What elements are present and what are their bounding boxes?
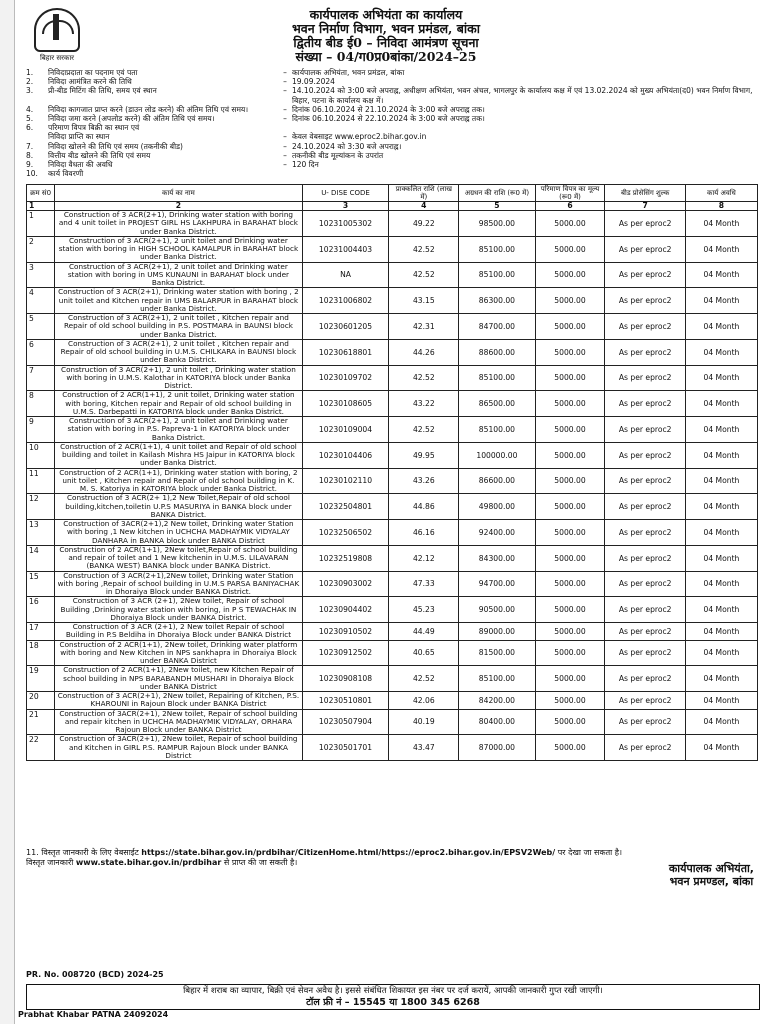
estimated-cost: 42.52	[389, 417, 459, 443]
table-header-row	[27, 185, 758, 202]
work-period: 04 Month	[685, 666, 757, 692]
bid-fee: As per eproc2	[605, 314, 685, 340]
earnest-money: 49800.00	[459, 494, 535, 520]
column-header: प्राक्कलित राशि (लाख में)	[389, 185, 459, 202]
table-row	[27, 666, 758, 692]
work-period: 04 Month	[685, 640, 757, 666]
udise-code: 10231006802	[302, 288, 389, 314]
boq-cost: 5000.00	[535, 288, 605, 314]
work-name: Construction of 2 ACR(1+1), 4 unit toilet and Repair of old school building and toilet in Kailash Mishra HS Jaipur in KATORIYA block under Banka District.	[55, 442, 302, 468]
udise-code: 10230104406	[302, 442, 389, 468]
work-name: Construction of 2 ACR(1+1), Drinking water station with boring, 2 unit toilet , Kitchen repair and Repair of old school building in K. M. S. Katoriya in KATORIYA block under Banka District.	[55, 468, 302, 494]
udise-code: NA	[302, 262, 389, 288]
row-serial: 15	[27, 571, 55, 597]
udise-code: 10230601205	[302, 314, 389, 340]
bid-fee: As per eproc2	[605, 442, 685, 468]
estimated-cost: 42.06	[389, 692, 459, 710]
work-period: 04 Month	[685, 442, 757, 468]
tender-detail-row: 2. निविदा आमंत्रित करने की तिथि – 19.09.2024	[26, 77, 335, 87]
earnest-money: 80400.00	[459, 709, 535, 735]
tender-detail-row: 9. निविदा वैधता की अवधि – 120 दिन	[26, 160, 319, 170]
udise-code: 10231004403	[302, 236, 389, 262]
row-serial: 2	[27, 236, 55, 262]
eproc-link[interactable]: https://state.bihar.gov.in/prdbihar/CitizenHome.html/https://eproc2.bihar.gov.in/EPSV2Web/	[141, 848, 556, 857]
column-header: अग्रधन की राशि (रू0 में)	[459, 185, 535, 202]
bid-fee: As per eproc2	[605, 417, 685, 443]
tender-detail-row: 8. वित्तीय बीड खोलने की तिथि एवं समय – तकनीकी बीड मूल्यांकन के उपरांत	[26, 150, 384, 160]
signature-block: कार्यपालक अभियंता, भवन प्रमण्डल, बांका	[668, 862, 754, 888]
row-serial: 8	[27, 391, 55, 417]
work-period: 04 Month	[685, 365, 757, 391]
notice-number: संख्या – 04/ग0प्र0बांका/2024–25	[295, 49, 477, 64]
column-number: 2	[55, 202, 302, 211]
estimated-cost: 43.47	[389, 735, 459, 761]
udise-code: 10232504801	[302, 494, 389, 520]
earnest-money: 81500.00	[459, 640, 535, 666]
bid-fee: As per eproc2	[605, 597, 685, 623]
boq-cost: 5000.00	[535, 545, 605, 571]
bid-fee: As per eproc2	[605, 339, 685, 365]
work-period: 04 Month	[685, 288, 757, 314]
table-row	[27, 236, 758, 262]
column-header: क्रम सं0	[27, 185, 55, 202]
estimated-cost: 49.95	[389, 442, 459, 468]
earnest-money: 86500.00	[459, 391, 535, 417]
work-name: Construction of 2 ACR(1+1), 2New toilet, new Kitchen Repair of school building in NPS BARABANDH MUSHARI in Dhoraiya Block under BANKA District	[55, 666, 302, 692]
udise-code: 10230908108	[302, 666, 389, 692]
boq-cost: 5000.00	[535, 666, 605, 692]
earnest-money: 87000.00	[459, 735, 535, 761]
tender-detail-row: निविदा प्राप्ति का स्थान – केवल वेबसाइट www.eproc2.bihar.gov.in	[48, 132, 427, 142]
earnest-money: 85100.00	[459, 365, 535, 391]
table-row	[27, 623, 758, 641]
boq-cost: 5000.00	[535, 692, 605, 710]
boq-cost: 5000.00	[535, 520, 605, 546]
tender-detail-row: 1. निविदाप्रदाता का पदनाम एवं पता – कार्यपालक अभियंता, भवन प्रमंडल, बांका	[26, 68, 405, 77]
estimated-cost: 45.23	[389, 597, 459, 623]
row-serial: 11	[27, 468, 55, 494]
row-serial: 4	[27, 288, 55, 314]
table-row	[27, 211, 758, 237]
earnest-money: 86300.00	[459, 288, 535, 314]
bid-fee: As per eproc2	[605, 494, 685, 520]
udise-code: 10230108605	[302, 391, 389, 417]
table-row	[27, 262, 758, 288]
work-period: 04 Month	[685, 262, 757, 288]
bihar-emblem-logo	[26, 8, 88, 64]
row-serial: 6	[27, 339, 55, 365]
table-row	[27, 545, 758, 571]
info-note: विस्तृत जानकारी www.state.bihar.gov.in/prdbihar से प्राप्त की जा सकती है।	[26, 858, 298, 867]
work-name: Construction of 3 ACR(2+1), 2New toilet, Repairing of Kitchen, P.S. KHAROUNI in Rajoun Block under BANKA District	[55, 692, 302, 710]
tender-detail-row: 3. प्री-बीड मिटिंग की तिथि, समय एवं स्थान – 14.10.2024 को 3:00 बजे अपराह्न, अधीक्षण अभियंता, भवन अंचल, भागलपुर के कार्यालय कक्ष में एवं 13.02.2024 को मुख्य अभियंता(द0) भवन निर्माण विभाग, बिहार, पटना के कार्यालय कक्ष में।	[26, 86, 753, 105]
estimated-cost: 44.86	[389, 494, 459, 520]
work-name: Construction of 3 ACR(2+1), Drinking water station with boring and 4 unit toilet in PROJEST GIRL HS LAKHPURA in BARAHAT block under Banka District.	[55, 211, 302, 237]
table-row	[27, 391, 758, 417]
notice-title-block	[166, 8, 606, 64]
work-name: Construction of 3 ACR(2+1), 2 unit toilet , Drinking water station with boring in U.M.S. Kalothar in KATORIYA block under Banka District.	[55, 365, 302, 391]
row-serial: 22	[27, 735, 55, 761]
earnest-money: 88600.00	[459, 339, 535, 365]
work-name: Construction of 3ACR(2+1),2 New toilet, Drinking water Station with boring ,1 New kitchen in UCHCHA MADHAYMIK VIDYALAY DANHARA in BANKA block under BANKA District	[55, 520, 302, 546]
tender-detail-row: 4. निविदा कागजात प्राप्त करने (डाउन लोड करने) की अंतिम तिथि एवं समय। – दिनांक 06.10.2024 से 21.10.2024 के 3:00 बजे अपराह्न तक।	[26, 104, 485, 114]
earnest-money: 86600.00	[459, 468, 535, 494]
udise-code: 10230618801	[302, 339, 389, 365]
udise-code: 10230912502	[302, 640, 389, 666]
row-serial: 13	[27, 520, 55, 546]
earnest-money: 89000.00	[459, 623, 535, 641]
bid-fee: As per eproc2	[605, 288, 685, 314]
row-serial: 20	[27, 692, 55, 710]
table-row	[27, 468, 758, 494]
tender-detail-row: 10. कार्य विवरणी	[26, 169, 84, 179]
liquor-ban-banner: बिहार में शराब का व्यापार, बिक्री एवं सेवन अवैध है। इससे संबंधित शिकायत इस नंबर पर दर्ज करायें, आपकी जानकारी गुप्त रखी जाएगी। टॉल फ्री नं – 15545 या 1800 345 6268	[26, 984, 760, 1010]
table-row	[27, 365, 758, 391]
table-row	[27, 640, 758, 666]
row-serial: 3	[27, 262, 55, 288]
work-period: 04 Month	[685, 735, 757, 761]
earnest-money: 92400.00	[459, 520, 535, 546]
estimated-cost: 46.16	[389, 520, 459, 546]
estimated-cost: 43.22	[389, 391, 459, 417]
udise-code: 10232506502	[302, 520, 389, 546]
column-header: U- DISE CODE	[302, 185, 389, 202]
row-serial: 1	[27, 211, 55, 237]
notice-title: द्वितीय बीड ई0 – निविदा आमंत्रण सूचना	[293, 35, 479, 50]
work-period: 04 Month	[685, 391, 757, 417]
office-title: कार्यपालक अभियंता का कार्यालय	[309, 7, 463, 22]
work-period: 04 Month	[685, 623, 757, 641]
work-period: 04 Month	[685, 571, 757, 597]
work-name: Construction of 3 ACR(2+1), 2 unit toilet and Drinking water station with boring in UMS KUNAUNI in BARAHAT block under Banka District.	[55, 262, 302, 288]
earnest-money: 85100.00	[459, 236, 535, 262]
row-serial: 14	[27, 545, 55, 571]
table-row	[27, 692, 758, 710]
work-name: Construction of 3ACR(2+1), 2New toilet, Repair of school building and repair kitchen in UCHCHA MADHAYMIK VIDYALAY, ORHARA Rajoun Block under BANKA District	[55, 709, 302, 735]
estimated-cost: 42.12	[389, 545, 459, 571]
table-row	[27, 520, 758, 546]
works-table	[26, 184, 758, 761]
tender-details	[26, 68, 758, 178]
work-period: 04 Month	[685, 417, 757, 443]
row-serial: 10	[27, 442, 55, 468]
bid-fee: As per eproc2	[605, 365, 685, 391]
estimated-cost: 44.49	[389, 623, 459, 641]
table-row	[27, 288, 758, 314]
bid-fee: As per eproc2	[605, 666, 685, 692]
logo-caption: बिहार सरकार	[39, 54, 75, 62]
udise-code: 10231005302	[302, 211, 389, 237]
work-period: 04 Month	[685, 494, 757, 520]
column-header: परिमाण विपत्र का मूल्य (रू0 में)	[535, 185, 605, 202]
column-header: बीड प्रोसेसिंग शुल्क	[605, 185, 685, 202]
notice-header	[26, 8, 758, 68]
column-number: 4	[389, 202, 459, 211]
row-serial: 17	[27, 623, 55, 641]
work-period: 04 Month	[685, 545, 757, 571]
table-row	[27, 417, 758, 443]
udise-code: 10230507904	[302, 709, 389, 735]
bodhi-tree-emblem-icon	[34, 8, 80, 52]
tender-detail-row: 7. निविदा खोलने की तिथि एवं समय (तकनीकी बीड) – 24.10.2024 को 3:30 बजे अपराह्न।	[26, 141, 402, 151]
udise-code: 10230510801	[302, 692, 389, 710]
udise-code: 10232519808	[302, 545, 389, 571]
column-number: 1	[27, 202, 55, 211]
column-number: 8	[685, 202, 757, 211]
footer-notes	[26, 848, 758, 868]
work-name: Construction of 3 ACR(2+1), 2 unit toilet , Kitchen repair and Repair of old school building in P.S. POSTMARA in BAUNSI block under Banka District.	[55, 314, 302, 340]
estimated-cost: 43.15	[389, 288, 459, 314]
row-serial: 7	[27, 365, 55, 391]
column-header: कार्य अवधि	[685, 185, 757, 202]
bid-fee: As per eproc2	[605, 571, 685, 597]
newspaper-credit: Prabhat Khabar PATNA 24092024	[18, 1010, 169, 1019]
udise-code: 10230102110	[302, 468, 389, 494]
earnest-money: 85100.00	[459, 417, 535, 443]
work-period: 04 Month	[685, 339, 757, 365]
department-title: भवन निर्माण विभाग, भवन प्रमंडल, बांका	[292, 21, 480, 36]
table-row	[27, 709, 758, 735]
bid-fee: As per eproc2	[605, 262, 685, 288]
work-name: Construction of 3 ACR(2+1), Drinking water station with boring , 2 unit toilet and Kitchen repair in UMS BALARPUR in BARAHAT block under Banka District.	[55, 288, 302, 314]
work-name: Construction of 3 ACR(2+1), 2 unit toilet and Drinking water station with boring in HIGH SCHOOL KAMALPUR in BARAHAT block under Banka District.	[55, 236, 302, 262]
boq-cost: 5000.00	[535, 468, 605, 494]
earnest-money: 84700.00	[459, 314, 535, 340]
udise-code: 10230903002	[302, 571, 389, 597]
boq-cost: 5000.00	[535, 709, 605, 735]
table-row	[27, 314, 758, 340]
work-period: 04 Month	[685, 520, 757, 546]
earnest-money: 84300.00	[459, 545, 535, 571]
boq-cost: 5000.00	[535, 391, 605, 417]
bid-fee: As per eproc2	[605, 391, 685, 417]
work-name: Construction of 3 ACR(2+1), 2 unit toilet and Drinking water station with boring in P.S. Papreva-1 in KATORIYA block under Banka District.	[55, 417, 302, 443]
boq-cost: 5000.00	[535, 236, 605, 262]
earnest-money: 100000.00	[459, 442, 535, 468]
boq-cost: 5000.00	[535, 262, 605, 288]
column-number: 7	[605, 202, 685, 211]
udise-code: 10230910502	[302, 623, 389, 641]
boq-cost: 5000.00	[535, 314, 605, 340]
row-serial: 19	[27, 666, 55, 692]
estimated-cost: 47.33	[389, 571, 459, 597]
work-period: 04 Month	[685, 468, 757, 494]
row-serial: 9	[27, 417, 55, 443]
bid-fee: As per eproc2	[605, 211, 685, 237]
estimated-cost: 42.31	[389, 314, 459, 340]
earnest-money: 84200.00	[459, 692, 535, 710]
column-header: कार्य का नाम	[55, 185, 302, 202]
prd-link[interactable]: www.state.bihar.gov.in/prdbihar	[75, 858, 222, 867]
table-row	[27, 339, 758, 365]
work-period: 04 Month	[685, 211, 757, 237]
udise-code: 10230109004	[302, 417, 389, 443]
work-name: Construction of 2 ACR(1+1), 2New toilet, Drinking water platform with boring and New Kitchen in NPS sankhapra in Dhoraiya Block under BANKA District	[55, 640, 302, 666]
earnest-money: 98500.00	[459, 211, 535, 237]
bid-fee: As per eproc2	[605, 623, 685, 641]
table-row	[27, 735, 758, 761]
work-name: Construction of 3 ACR (2+1), 2 New toilet Repair of school Building in P.S Beldiha in Dhoraiya Block under BANKA District	[55, 623, 302, 641]
boq-cost: 5000.00	[535, 365, 605, 391]
boq-cost: 5000.00	[535, 442, 605, 468]
estimated-cost: 40.19	[389, 709, 459, 735]
bid-fee: As per eproc2	[605, 692, 685, 710]
tender-detail-row: 6. परिमाण विपत्र बिक्री का स्थान एवं	[26, 123, 140, 133]
website-note: 11. विस्तृत जानकारी के लिए वेबसाईट https://state.bihar.gov.in/prdbihar/CitizenHome.html/https://eproc2.bihar.gov.in/EPSV2Web/ पर देखा जा सकता है।	[26, 848, 623, 857]
tender-notice	[16, 0, 764, 1024]
estimated-cost: 42.52	[389, 262, 459, 288]
table-row	[27, 494, 758, 520]
table-row	[27, 597, 758, 623]
adjacent-page-edge	[0, 0, 15, 1024]
row-serial: 16	[27, 597, 55, 623]
table-row	[27, 571, 758, 597]
udise-code: 10230109702	[302, 365, 389, 391]
udise-code: 10230904402	[302, 597, 389, 623]
work-name: Construction of 3 ACR(2+ 1),2 New Toilet,Repair of old school building,kitchen,toiletin U.P.S MASURIYA in BANKA block under BANKA District.	[55, 494, 302, 520]
table-body	[27, 211, 758, 761]
column-number: 6	[535, 202, 605, 211]
bid-fee: As per eproc2	[605, 520, 685, 546]
work-period: 04 Month	[685, 692, 757, 710]
work-name: Construction of 3 ACR(2+1),2New toilet, Drinking water Station with boring ,Repair of school building in U.M.S PARSA BANIYACHAK in Dhoraiya Block under BANKA District.	[55, 571, 302, 597]
work-name: Construction of 2 ACR(1+1), 2New toilet,Repair of school building and repair of toilet and 1 New kitchenin in U.M.S. LILAVARAN (BANKA WEST) BANKA block under BANKA District.	[55, 545, 302, 571]
work-name: Construction of 3 ACR(2+1), 2 unit toilet , Kitchen repair and Repair of old school building in U.M.S. CHILKARA in BAUNSI block under Banka District.	[55, 339, 302, 365]
column-number: 5	[459, 202, 535, 211]
row-serial: 5	[27, 314, 55, 340]
estimated-cost: 42.52	[389, 365, 459, 391]
bid-fee: As per eproc2	[605, 545, 685, 571]
work-period: 04 Month	[685, 597, 757, 623]
earnest-money: 90500.00	[459, 597, 535, 623]
estimated-cost: 40.65	[389, 640, 459, 666]
boq-cost: 5000.00	[535, 417, 605, 443]
boq-cost: 5000.00	[535, 339, 605, 365]
boq-cost: 5000.00	[535, 571, 605, 597]
boq-cost: 5000.00	[535, 211, 605, 237]
earnest-money: 85100.00	[459, 262, 535, 288]
row-serial: 21	[27, 709, 55, 735]
bid-fee: As per eproc2	[605, 236, 685, 262]
work-name: Construction of 3 ACR (2+1), 2New toilet, Repair of school Building ,Drinking water station with boring, in P S TEWACHAK IN Dhoraiya Block under BANKA District.	[55, 597, 302, 623]
estimated-cost: 43.26	[389, 468, 459, 494]
work-period: 04 Month	[685, 709, 757, 735]
earnest-money: 94700.00	[459, 571, 535, 597]
estimated-cost: 49.22	[389, 211, 459, 237]
tender-detail-row: 5. निविदा जमा करने (अपलोड करने) की अंतिम तिथि एवं समय। – दिनांक 06.10.2024 से 22.10.2024 के 3:00 बजे अपराह्न तक।	[26, 114, 485, 124]
work-name: Construction of 2 ACR(1+1), 2 unit toilet, Drinking water station with boring, Kitchen repair and Repair of old school building in U.M.S. Darbepatti in KATORIYA block under Banka District.	[55, 391, 302, 417]
estimated-cost: 42.52	[389, 236, 459, 262]
bid-fee: As per eproc2	[605, 468, 685, 494]
bid-fee: As per eproc2	[605, 709, 685, 735]
bid-fee: As per eproc2	[605, 640, 685, 666]
estimated-cost: 44.26	[389, 339, 459, 365]
table-row	[27, 442, 758, 468]
boq-cost: 5000.00	[535, 735, 605, 761]
boq-cost: 5000.00	[535, 640, 605, 666]
work-period: 04 Month	[685, 314, 757, 340]
boq-cost: 5000.00	[535, 623, 605, 641]
boq-cost: 5000.00	[535, 494, 605, 520]
estimated-cost: 42.52	[389, 666, 459, 692]
boq-cost: 5000.00	[535, 597, 605, 623]
row-serial: 18	[27, 640, 55, 666]
work-name: Construction of 3ACR(2+1), 2New toilet, Repair of school building and Kitchen in GIRL P.S. RAMPUR Rajoun Block under BANKA District	[55, 735, 302, 761]
bid-fee: As per eproc2	[605, 735, 685, 761]
pr-number: PR. No. 008720 (BCD) 2024-25	[26, 970, 164, 979]
work-period: 04 Month	[685, 236, 757, 262]
earnest-money: 85100.00	[459, 666, 535, 692]
row-serial: 12	[27, 494, 55, 520]
udise-code: 10230501701	[302, 735, 389, 761]
column-number: 3	[302, 202, 389, 211]
